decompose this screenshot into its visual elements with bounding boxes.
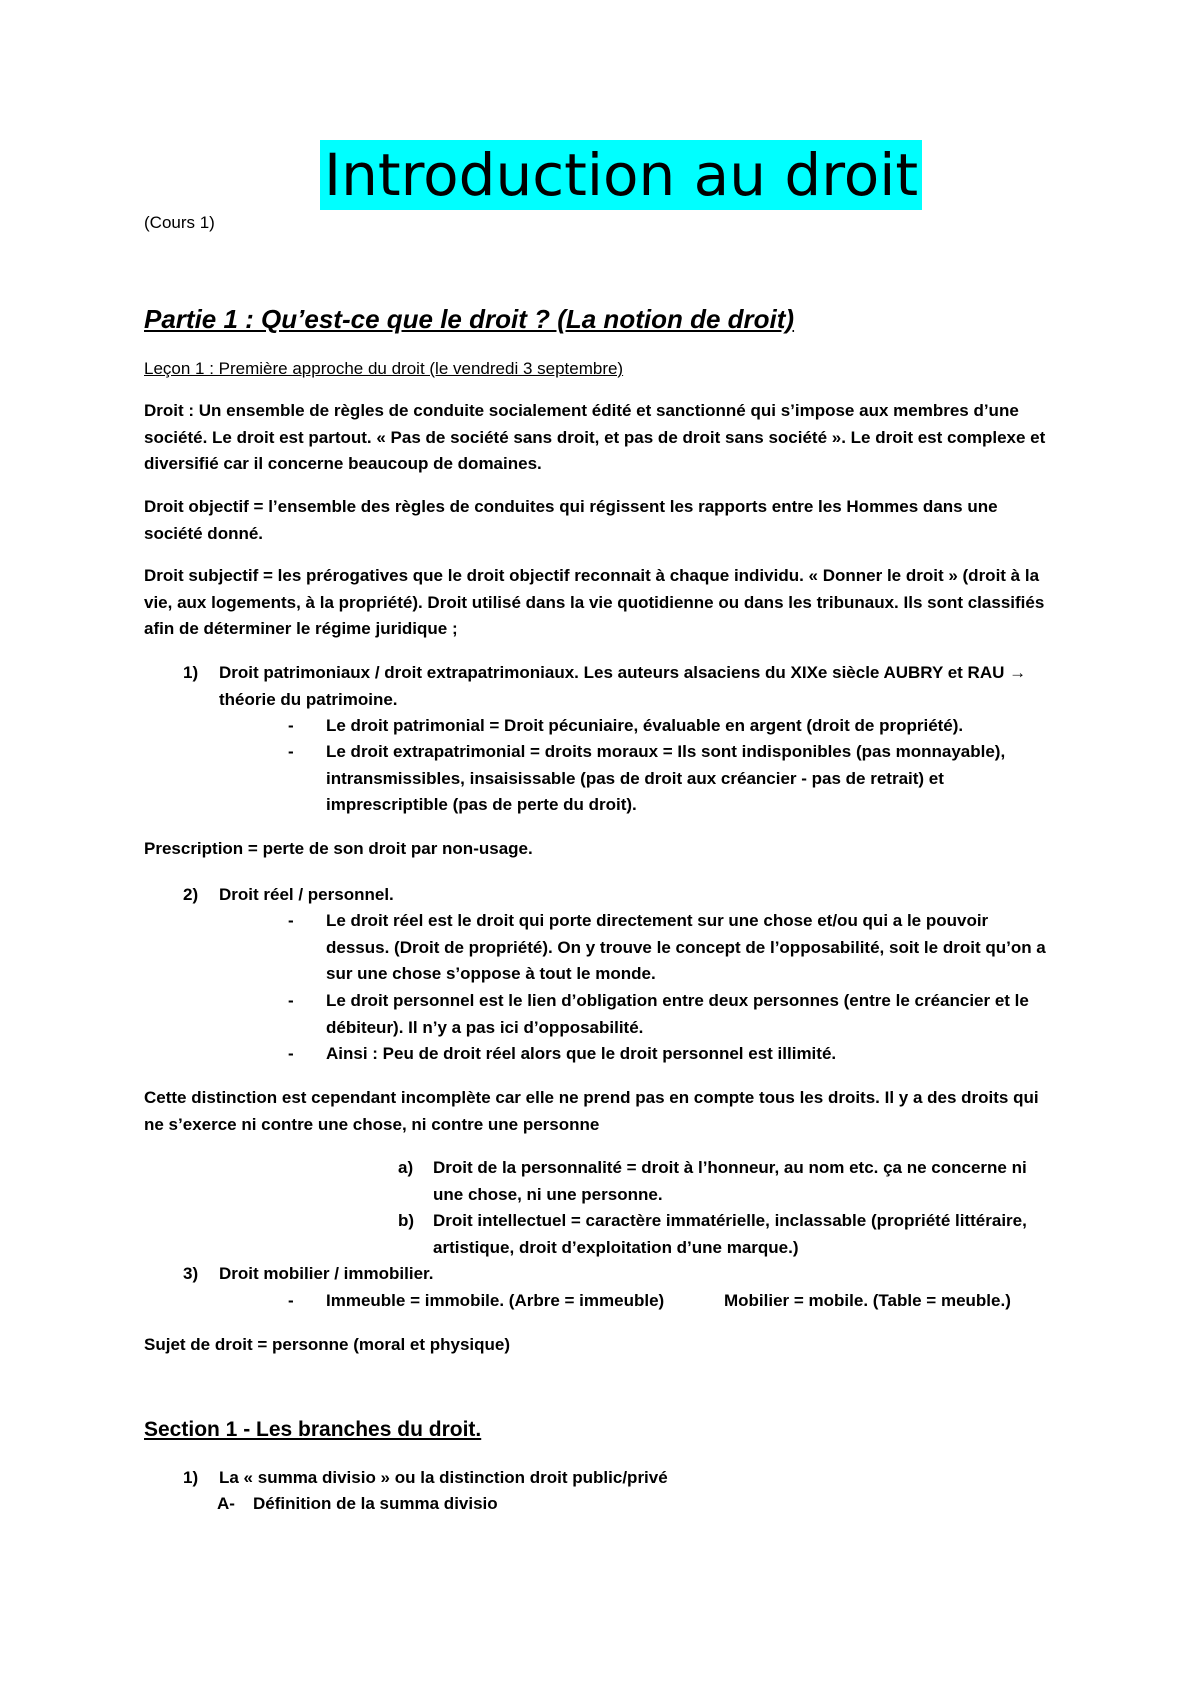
text-line: une chose, ni une personne. — [433, 1184, 663, 1204]
text-line: afin de déterminer le régime juridique ; — [144, 619, 458, 638]
text-line: La « summa divisio » ou la distinction droit public/privé — [219, 1468, 668, 1487]
distinction-paragraph — [144, 1085, 1064, 1138]
text-line: Le droit patrimonial = Droit pécuniaire, évaluable en argent (droit de propriété). — [326, 716, 964, 735]
text-line: société. Le droit est partout. « Pas de société sans droit, et pas de droit sans société ». Le droit est complexe et — [144, 427, 1046, 447]
list-number: 2) — [183, 885, 199, 904]
text-line: Cette distinction est cependant incomplète car elle ne prend pas en compte tous les droits. Il y a des droits qui — [144, 1088, 1039, 1107]
text-line: imprescriptible (pas de perte du droit). — [326, 795, 637, 814]
objective-law-paragraph — [144, 494, 1064, 547]
text-line: Le droit réel est le droit qui porte directement sur une chose et/ou qui a le pouvoir — [326, 911, 989, 930]
text-line: Le droit extrapatrimonial = droits moraux = Ils sont indisponibles (pas monnayable), — [326, 742, 1006, 761]
text-line: Définition de la summa divisio — [253, 1494, 498, 1513]
text-line: Droit : Un ensemble de règles de conduite socialement édité et sanctionné qui s’impose aux membres d’une — [144, 401, 1019, 420]
arrow-icon: → — [1009, 663, 1027, 682]
text-line: Droit réel / personnel. — [219, 885, 394, 904]
text-line: Droit objectif = l’ensemble des règles de conduites qui régissent les rapports entre les Hommes dans une — [144, 497, 998, 516]
definition-paragraph — [144, 398, 1064, 478]
list-number: 1) — [183, 663, 199, 682]
text-line: Prescription = perte de son droit par non-usage. — [144, 839, 533, 858]
bullet-text-right: Mobilier = mobile. (Table = meuble.) — [724, 1291, 1011, 1310]
bullet-dash: - — [288, 1291, 294, 1310]
list-letter: b) — [398, 1211, 415, 1230]
document-title: Introduction au droit — [320, 140, 922, 210]
text-line: sur une chose s’oppose à tout le monde. — [326, 964, 656, 983]
text-line: débiteur). Il n’y a pas ici d’opposabilité. — [326, 1017, 644, 1037]
text-line: Droit de la personnalité = droit à l’honneur, au nom etc. ça ne concerne ni — [433, 1158, 1027, 1177]
list-item — [253, 1491, 1053, 1518]
bullet-item — [326, 908, 1066, 988]
prescription-paragraph — [144, 836, 1064, 863]
bullet-text-left: Immeuble = immobile. (Arbre = immeuble) — [326, 1291, 665, 1310]
bullet-item — [326, 988, 1066, 1041]
sub-list-item — [433, 1208, 1073, 1261]
section-heading: Section 1 - Les branches du droit. — [144, 1418, 482, 1441]
text-line: dessus. (Droit de propriété). On y trouve le concept de l’opposabilité, soit le droit qu’on a — [326, 937, 1046, 957]
subjective-law-paragraph — [144, 563, 1064, 643]
subject-paragraph — [144, 1332, 1064, 1359]
bullet-item — [326, 739, 1066, 819]
text-line: Sujet de droit = personne (moral et physique) — [144, 1335, 511, 1354]
list-letter: a) — [398, 1158, 414, 1177]
list-item — [219, 1261, 1059, 1288]
bullet-dash: - — [288, 991, 294, 1010]
text-line: ne s’exerce ni contre une chose, ni contre une personne — [144, 1114, 600, 1134]
text-line: Droit subjectif = les prérogatives que le droit objectif reconnait à chaque individu. « Donner le droit » (droit à la — [144, 566, 1040, 585]
list-number: 3) — [183, 1264, 199, 1283]
list-number: 1) — [183, 1468, 199, 1487]
text-line: Droit mobilier / immobilier. — [219, 1264, 434, 1283]
text-line: artistique, droit d’exploitation d’une marque.) — [433, 1237, 799, 1257]
bullet-dash: - — [288, 911, 294, 930]
bullet-item — [326, 713, 1066, 740]
course-note: (Cours 1) — [144, 213, 215, 232]
text-line: vie, aux logements, à la propriété). Droit utilisé dans la vie quotidienne ou dans les tribunaux. Ils sont classifiés — [144, 592, 1045, 612]
text-line: Le droit personnel est le lien d’obligation entre deux personnes (entre le créancier et le — [326, 991, 1029, 1010]
bullet-dash: - — [288, 742, 294, 761]
text-line: théorie du patrimoine. — [219, 689, 398, 709]
text-line: Droit intellectuel = caractère immatérielle, inclassable (propriété littéraire, — [433, 1211, 1027, 1230]
text-line: diversifié car il concerne beaucoup de domaines. — [144, 454, 542, 473]
list-letter: A- — [217, 1494, 235, 1513]
text-line: société donné. — [144, 523, 264, 543]
bullet-dash: - — [288, 716, 294, 735]
sub-list-item — [433, 1155, 1073, 1208]
part-heading: Partie 1 : Qu’est-ce que le droit ? (La notion de droit) — [144, 304, 795, 334]
text-line: Ainsi : Peu de droit réel alors que le droit personnel est illimité. — [326, 1044, 837, 1063]
lesson-heading: Leçon 1 : Première approche du droit (le vendredi 3 septembre) — [144, 359, 624, 378]
list-item — [219, 660, 1059, 713]
list-item — [219, 1465, 1059, 1492]
bullet-item — [326, 1041, 1066, 1068]
text-line: intransmissibles, insaisissable (pas de droit aux créancier - pas de retrait) et — [326, 768, 944, 788]
bullet-dash: - — [288, 1044, 294, 1063]
list-item — [219, 882, 1059, 909]
text-line: Droit patrimoniaux / droit extrapatrimoniaux. Les auteurs alsaciens du XIXe siècle AUBRY et RAU — [219, 663, 1005, 682]
